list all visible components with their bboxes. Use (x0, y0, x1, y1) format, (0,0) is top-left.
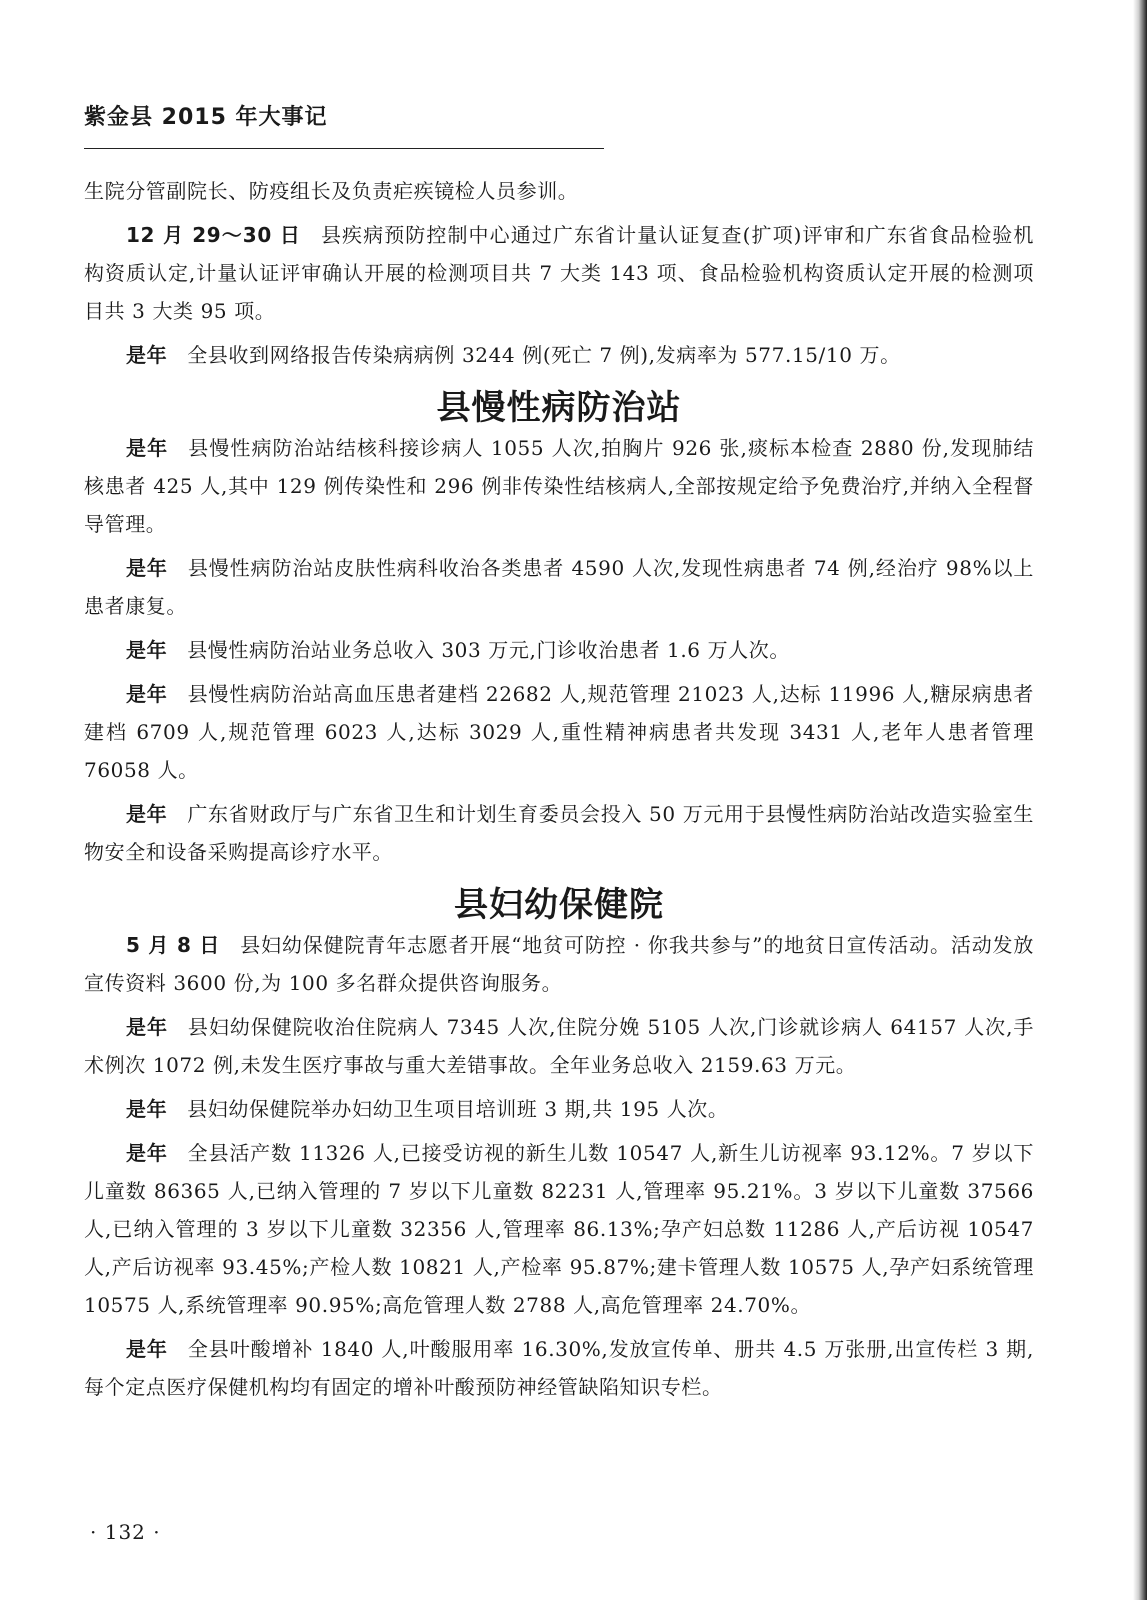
entry-text: 县妇幼保健院青年志愿者开展“地贫可防控 · 你我共参与”的地贫日宣传活动。活动发放宣传资料 3600 份,为 100 多名群众提供咨询服务。 (84, 933, 1035, 995)
entry-text: 县慢性病防治站结核科接诊病人 1055 人次,拍胸片 926 张,痰标本检查 2880 份,发现肺结核患者 425 人,其中 129 例传染性和 296 例非传染性结核病人,全部按规定给予免费治疗,并纳入全程督导管理。 (84, 436, 1035, 536)
entry-date: 是年 (126, 1141, 168, 1165)
entry-paragraph (84, 1330, 1034, 1406)
entry-text: 县妇幼保健院收治住院病人 7345 人次,住院分娩 5105 人次,门诊就诊病人 64157 人次,手术例次 1072 例,未发生医疗事故与重大差错事故。全年业务总收入 2159.63 万元。 (84, 1015, 1034, 1077)
section-heading: 县慢性病防治站 (436, 388, 682, 428)
entry-date: 是年 (126, 1097, 168, 1121)
page-number: · 132 · (90, 1520, 161, 1544)
entry-date: 是年 (126, 802, 168, 826)
entry-date: 12 月 29～30 日 (126, 223, 301, 247)
entry-text: 县妇幼保健院举办妇幼卫生项目培训班 3 期,共 195 人次。 (187, 1097, 729, 1121)
entry-text: 县疾病预防控制中心通过广东省计量认证复查(扩项)评审和广东省食品检验机构资质认定,计量认证评审确认开展的检测项目共 7 大类 143 项、食品检验机构资质认定开展的检测项目共 3 大类 95 项。 (84, 223, 1034, 323)
entry-text: 县慢性病防治站高血压患者建档 22682 人,规范管理 21023 人,达标 11996 人,糖尿病患者建档 6709 人,规范管理 6023 人,达标 3029 人,重性精神病患者共发现 3431 人,老年人患者管理 76058 人。 (84, 682, 1034, 782)
entry-text: 全县叶酸增补 1840 人,叶酸服用率 16.30%,发放宣传单、册共 4.5 万张册,出宣传栏 3 期,每个定点医疗保健机构均有固定的增补叶酸预防神经管缺陷知识专栏。 (84, 1337, 1035, 1399)
entry-paragraph (84, 631, 1034, 669)
entry-paragraph (84, 429, 1034, 543)
entry-paragraph (84, 795, 1034, 871)
entry-text: 县慢性病防治站业务总收入 303 万元,门诊收治患者 1.6 万人次。 (187, 638, 790, 662)
entry-paragraph (84, 1090, 1034, 1128)
entry-date: 是年 (126, 682, 168, 706)
entry-text: 全县收到网络报告传染病病例 3244 例(死亡 7 例),发病率为 577.15/10 万。 (187, 343, 901, 367)
entry-date: 是年 (126, 556, 168, 580)
section-heading: 县妇幼保健院 (454, 885, 664, 925)
entry-text: 广东省财政厅与广东省卫生和计划生育委员会投入 50 万元用于县慢性病防治站改造实验室生物安全和设备采购提高诊疗水平。 (84, 802, 1035, 864)
entry-text: 全县活产数 11326 人,已接受访视的新生儿数 10547 人,新生儿访视率 93.12%。7 岁以下儿童数 86365 人,已纳入管理的 7 岁以下儿童数 82231 人,管理率 95.21%。3 岁以下儿童数 37566 人,已纳入管理的 3 岁以下儿童数 32356 人,管理率 86.13%;孕产妇总数 11286 人,产后访视 10547 人,产后访视率 93.45%;产检人数 10821 人,产检率 95.87%;建卡管理人数 10575 人,孕产妇系统管理 10575 人,系统管理率 90.95%;高危管理人数 2788 人,高危管理率 24.70%。 (84, 1141, 1035, 1317)
scan-edge-shadow (1133, 0, 1147, 1600)
entry-paragraph (84, 1134, 1034, 1324)
running-header: 紫金县 2015 年大事记 (84, 105, 328, 130)
entry-paragraph (84, 549, 1034, 625)
entry-date: 是年 (126, 1337, 168, 1361)
entry-paragraph (84, 1008, 1034, 1084)
entry-date: 5 月 8 日 (126, 933, 221, 957)
entry-text: 县慢性病防治站皮肤性病科收治各类患者 4590 人次,发现性病患者 74 例,经治疗 98%以上患者康复。 (84, 556, 1034, 618)
entry-date: 是年 (126, 638, 168, 662)
entry-date: 是年 (126, 1015, 168, 1039)
header-rule (84, 148, 604, 149)
entry-paragraph (84, 926, 1034, 1002)
page-body (84, 172, 1034, 1412)
entry-paragraph (84, 216, 1034, 330)
entry-date: 是年 (126, 343, 168, 367)
continued-paragraph: 生院分管副院长、防疫组长及负责疟疾镜检人员参训。 (84, 179, 579, 203)
entry-paragraph (84, 336, 1034, 374)
entry-paragraph (84, 675, 1034, 789)
entry-date: 是年 (126, 436, 169, 460)
